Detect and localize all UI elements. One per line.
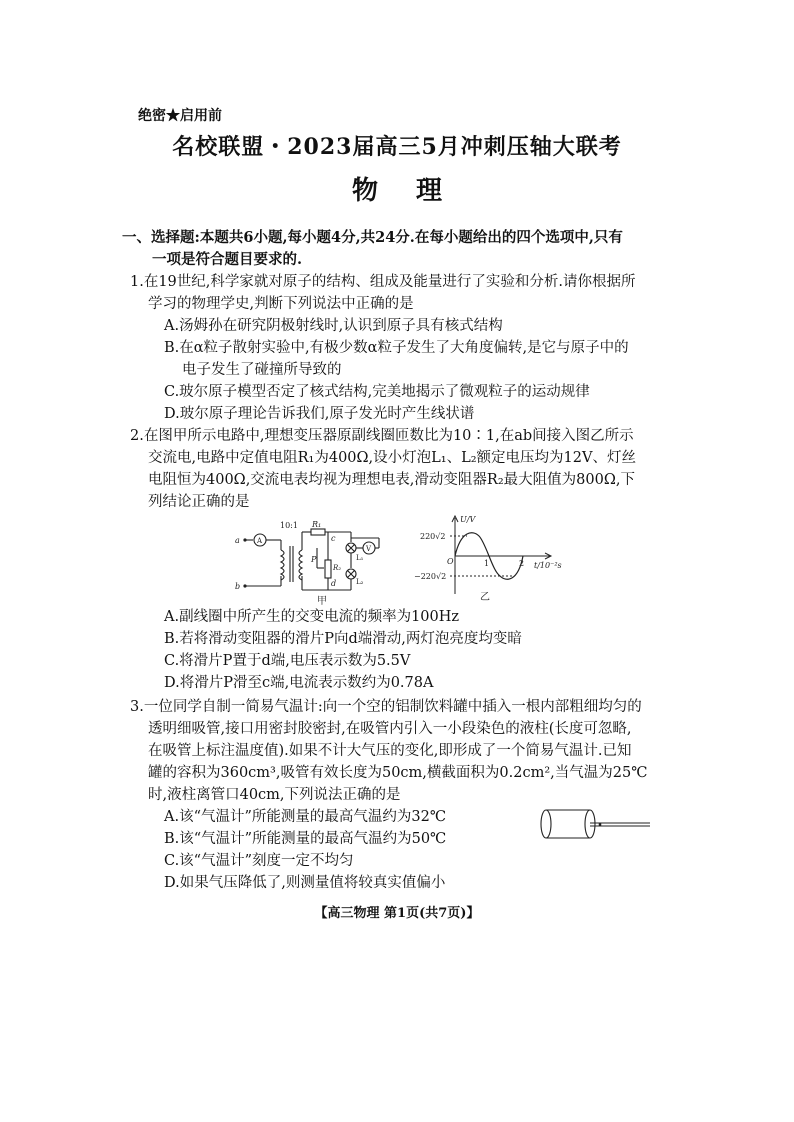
q3-stem-cont-3: 罐的容积为360cm³,吸管有效长度为50cm,横截面积为0.2cm²,当气温为25℃ <box>148 765 648 781</box>
q1-option-d: D.玻尔原子理论告诉我们,原子发光时产生线状谱 <box>164 406 475 422</box>
y-max-label: 220√2 <box>420 532 446 541</box>
r2-label: R₂ <box>333 564 342 572</box>
section-heading: 一、选择题:本题共6小题,每小题4分,共24分.在每小题给出的四个选项中,只有 <box>122 229 623 246</box>
q1-stem: 1.在19世纪,科学家就对原子的结构、组成及能量进行了实验和分析.请你根据所 <box>130 274 636 290</box>
q2-stem-cont-1: 交流电,电路中定值电阻R₁为400Ω,设小灯泡L₁、L₂额定电压均为12V、灯丝 <box>148 450 636 466</box>
q2-option-c: C.将滑片P置于d端,电压表示数为5.5V <box>164 653 411 669</box>
subject-title: 物理 <box>351 176 480 206</box>
q2-stem: 2.在图甲所示电路中,理想变压器原副线圈匝数比为10∶1,在ab间接入图乙所示 <box>130 428 634 444</box>
secret-mark: 绝密★启用前 <box>138 108 222 124</box>
ammeter-label: A <box>257 537 263 545</box>
q2-option-d: D.将滑片P滑至c端,电流表示数约为0.78A <box>164 675 434 691</box>
circuit-caption: 甲 <box>317 596 327 607</box>
tick-1-label: 1 <box>484 559 490 568</box>
point-c-label: c <box>331 534 336 543</box>
q1-option-a: A.汤姆孙在研究阴极射线时,认识到原子具有核式结构 <box>164 318 503 334</box>
exam-title: 名校联盟・2023届高三5月冲刺压轴大联考 <box>172 134 622 160</box>
y-min-label: −220√2 <box>414 572 447 581</box>
q3-stem-cont-2: 在吸管上标注温度值).如果不计大气压的变化,即形成了一个简易气温计.已知 <box>148 743 632 759</box>
r1-label: R₁ <box>312 520 322 529</box>
point-p-label: P <box>311 555 317 564</box>
q3-stem-cont-4: 时,液柱离管口40cm,下列说法正确的是 <box>148 787 401 803</box>
q2-stem-cont-3: 列结论正确的是 <box>148 494 250 510</box>
section-heading-cont: 一项是符合题目要求的. <box>152 251 303 268</box>
lamp-2-label: L₂ <box>356 578 364 586</box>
tick-2-label: 2 <box>519 559 525 568</box>
q1-option-b: B.在α粒子散射实验中,有极少数α粒子发生了大角度偏转,是它与原子中的 <box>164 340 629 356</box>
q3-option-d: D.如果气压降低了,则测量值将较真实值偏小 <box>164 875 446 891</box>
voltage-graph <box>410 512 580 604</box>
terminal-b-label: b <box>235 582 241 591</box>
q1-option-c: C.玻尔原子模型否定了核式结构,完美地揭示了微观粒子的运动规律 <box>164 384 590 400</box>
graph-caption: 乙 <box>480 592 490 603</box>
q3-option-a: A.该“气温计”所能测量的最高气温约为32℃ <box>164 809 447 825</box>
r2-symbol <box>325 560 331 578</box>
q3-stem-cont-1: 透明细吸管,接口用密封胶密封,在吸管内引入一小段染色的液柱(长度可忽略, <box>148 721 632 737</box>
r1-symbol <box>311 529 325 535</box>
q1-option-b-cont: 电子发生了碰撞所导致的 <box>182 362 342 378</box>
circuit-diagram <box>225 518 395 608</box>
q2-stem-cont-2: 电阻恒为400Ω,交流电表均视为理想电表,滑动变阻器R₂最大阻值为800Ω,下 <box>148 472 635 488</box>
terminal-a-label: a <box>235 536 240 545</box>
x-axis-label: t/10⁻²s <box>534 561 562 570</box>
q1-stem-cont: 学习的物理学史,判断下列说法中正确的是 <box>148 296 414 312</box>
lamp-1-label: L₁ <box>356 554 364 562</box>
y-axis-label: U/V <box>460 515 476 524</box>
q3-option-c: C.该“气温计”刻度一定不均匀 <box>164 853 354 869</box>
voltmeter-label: V <box>366 545 372 553</box>
page-footer: 【高三物理 第1页(共7页)】 <box>314 906 480 921</box>
q2-option-b: B.若将滑动变阻器的滑片P向d端滑动,两灯泡亮度均变暗 <box>164 631 522 647</box>
turns-ratio-label: 10:1 <box>280 521 298 530</box>
q3-option-b: B.该“气温计”所能测量的最高气温约为50℃ <box>164 831 447 847</box>
q2-option-a: A.副线圈中所产生的交变电流的频率为100Hz <box>164 609 460 625</box>
q3-stem: 3.一位同学自制一简易气温计:向一个空的铝制饮料罐中插入一根内部粗细均匀的 <box>130 699 642 715</box>
point-d-label: d <box>331 579 337 588</box>
can-thermometer-diagram <box>538 806 658 846</box>
origin-label: O <box>447 557 454 566</box>
